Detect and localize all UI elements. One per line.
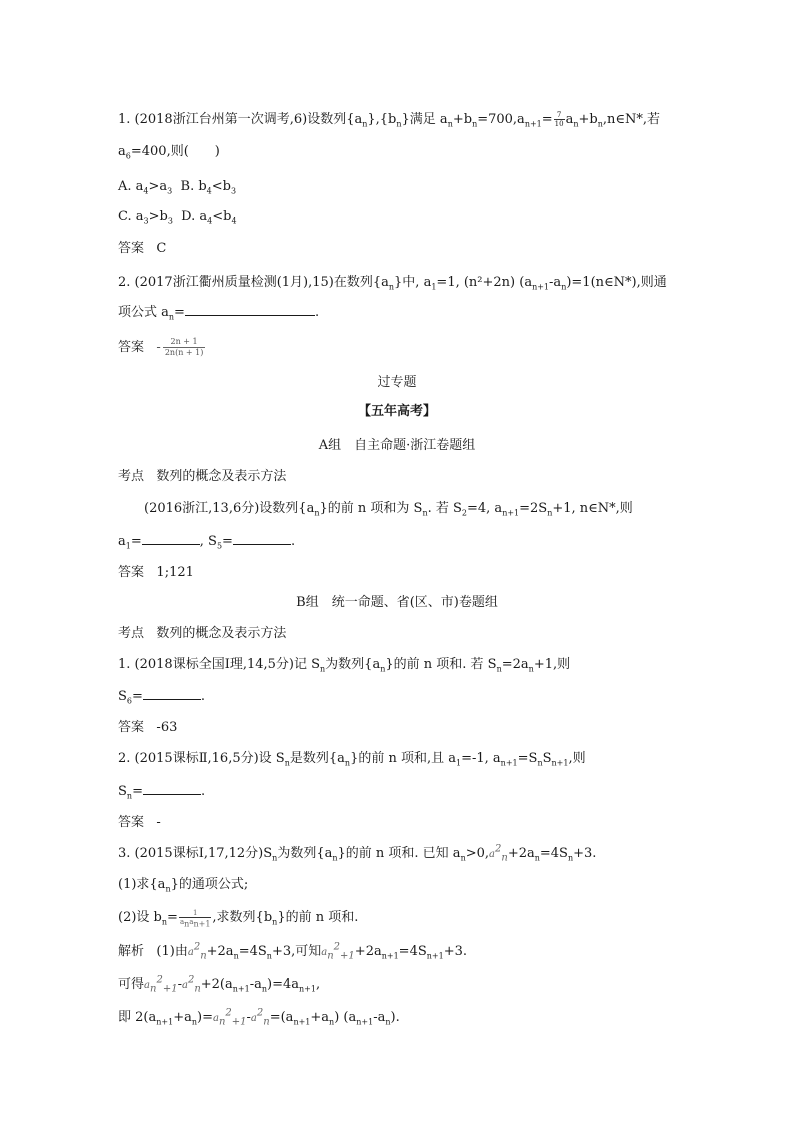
answer-fraction: $\frac{2n + 1}{2n(n + 1)}$: [164, 337, 204, 357]
group-a-title: A组 自主命题·浙江卷题组: [318, 438, 476, 453]
group-a-kaodian: 考点 数列的概念及表示方法: [118, 469, 287, 484]
group-b-question-2-answer: 答案 -: [118, 815, 161, 830]
option-c: C. $a_3>b_3$: [118, 209, 173, 226]
group-b-question-1-line-2: $S_6=$ .: [118, 689, 206, 706]
question-1-options-cd: [118, 208, 237, 226]
group-b-question-3-part-1: (1)求$\{a_n\}$的通项公式;: [118, 877, 249, 894]
section-subtitle: 【五年高考】: [357, 404, 436, 419]
group-b-question-3-part-2: (2)设 $b_n=$ $\frac{1}{a_na_{n+1}}$ ,求数列$\{b_n\}$的前 n 项和.: [118, 909, 359, 929]
fraction-7-10: $\frac{7}{10}$: [554, 111, 564, 128]
question-2-line-1: 2. (2017浙江衢州质量检测(1月),15)在数列$\{a_n\}$中, $a_1=1$, (n²+2n) $(a_{n+1}-a_n)=1(n\in N*)$,则通: [118, 275, 667, 292]
question-1-answer: 答案 C: [118, 241, 167, 256]
group-b-question-1-line-1: 1. (2018课标全国Ⅰ理,14,5分)记 $S_n$为数列$\{a_n\}$的前 n 项和. 若 $S_n=2a_n+1$,则: [118, 657, 571, 674]
q1-number: 1.: [118, 112, 131, 127]
group-b-kaodian: 考点 数列的概念及表示方法: [118, 626, 287, 641]
solution-line-2: 可得$a_n^2_{+1}-a^2_n+2(a_{n+1}-a_n)=4a_{n+1}$,: [118, 974, 321, 995]
group-a-question-line-2: $a_1=$ , $S_5=$ .: [118, 534, 296, 551]
question-1-options-ab: [118, 178, 236, 196]
q1-answer-value: C: [156, 241, 167, 256]
question-1-line-1: 1. (2018浙江台州第一次调考,6)设数列$\{a_n\},\{b_n\}$满足 $a_n+b_n=700,a_{n+1}=$ $\frac{7}{10}$ $a_n+b_n,n\in N*$,若: [118, 111, 661, 129]
group-b-question-2-line-1: 2. (2015课标Ⅱ,16,5分)设 $S_n$是数列$\{a_n\}$的前 n 项和,且 $a_1=-1$, $a_{n+1}=S_nS_{n+1}$,则: [118, 751, 586, 768]
solution-line-1: 解析 (1)由$a^2_n+2a_n=4S_n+3$,可知$a_n^2_{+1}+2a_{n+1}=4S_{n+1}+3$.: [118, 941, 467, 962]
bn-fraction: $\frac{1}{a_na_{n+1}}$: [179, 909, 211, 929]
group-b-question-1-answer: 答案 -63: [118, 720, 178, 735]
solution-line-3: 即 $2(a_{n+1}+a_n)=a_n^2_{+1}-a^2_n=(a_{n+1}+a_n)$ $(a_{n+1}-a_n)$.: [118, 1007, 400, 1028]
q1-source: (2018浙江台州第一次调考,6): [134, 112, 308, 127]
group-b-question-3-line-1: 3. (2015课标Ⅰ,17,12分)$S_n$为数列$\{a_n\}$的前 n 项和. 已知 $a_n>0,a^2_n+2a_n=4S_n+3$.: [118, 843, 597, 864]
option-d: D. $a_4<b_4$: [181, 209, 237, 226]
question-2-answer: 答案 - $\frac{2n + 1}{2n(n + 1)}$: [118, 337, 204, 357]
question-2-line-2: 项公式 $a_n=$ .: [118, 305, 320, 322]
group-b-title: B组 统一命题、省(区、市)卷题组: [296, 595, 498, 610]
question-1-line-2: $a_6=400$,则( ): [118, 144, 220, 161]
option-b: B. $b_4<b_3$: [180, 179, 237, 196]
answer-blank: [185, 303, 315, 316]
option-a: A. $a_4>a_3$: [118, 179, 173, 196]
group-a-answer: 答案 1;121: [118, 565, 194, 580]
section-title: 过专题: [377, 375, 417, 390]
group-b-question-2-line-2: $S_n=$ .: [118, 784, 206, 801]
group-a-question-line-1: (2016浙江,13,6分)设数列$\{a_n\}$的前 n 项和为 $S_n$. 若 $S_2=4$, $a_{n+1}=2S_n+1$, n∈N*,则: [144, 501, 633, 518]
